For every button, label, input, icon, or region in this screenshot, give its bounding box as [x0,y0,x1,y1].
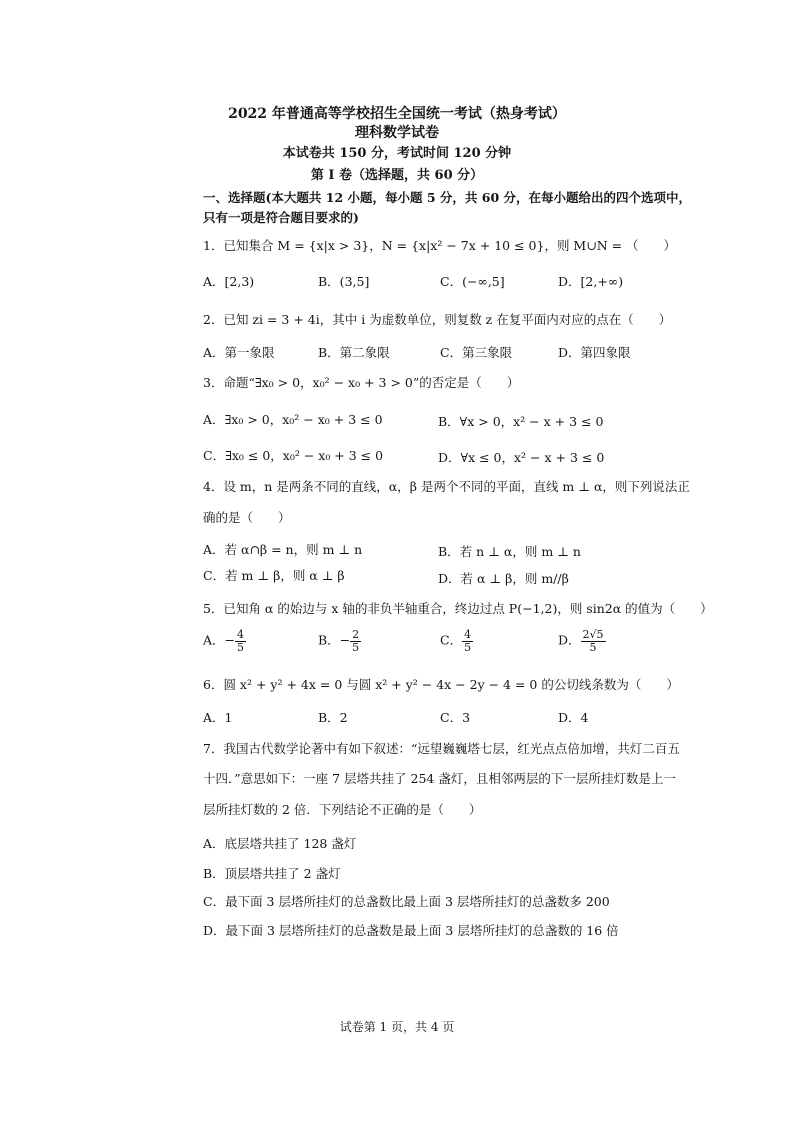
exam-subject: 理科数学试卷 [355,125,439,141]
exam-info: 本试卷共 150 分，考试时间 120 分钟 [282,146,512,161]
q2-option-b: B．第二象限 [318,345,390,360]
q5-option-c: C． $\frac{4}{5}$ [440,628,472,654]
q4-option-b: B．若 n ⊥ α，则 m ⊥ n [438,544,581,559]
q6-option-d: D．4 [558,710,589,725]
q4-option-c: C．若 m ⊥ β，则 α ⊥ β [203,568,345,583]
section-heading-line2: 只有一项是符合题目要求的) [203,210,359,225]
q3-option-d: D．∀x ≤ 0，x² − x + 3 ≤ 0 [438,450,605,465]
q1-option-b: B．(3,5] [318,274,370,289]
question-7-stem-line1: 7．我国古代数学论著中有如下叙述：“远望巍巍塔七层，红光点点倍加增，共灯二百五 [203,741,680,756]
question-5-stem: 5．已知角 α 的始边与 x 轴的非负半轴重合，终边过点 P(−1,2)，则 sin2α 的值为（ ） [203,601,713,616]
q7-option-a: A．底层塔共挂了 128 盏灯 [203,836,357,851]
exam-title: 2022 年普通高等学校招生全国统一考试（热身考试） [228,106,566,122]
q3-option-c: C．∃x₀ ≤ 0，x₀² − x₀ + 3 ≤ 0 [203,448,384,463]
q5-option-a: A．− $\frac{4}{5}$ [203,628,245,654]
question-2-stem: 2．已知 zi = 3 + 4i，其中 i 为虚数单位，则复数 z 在复平面内对应的点在（ ） [203,312,672,327]
question-6-stem: 6．圆 x² + y² + 4x = 0 与圆 x² + y² − 4x − 2y − 4 = 0 的公切线条数为（ ） [203,677,679,692]
question-1-stem: 1．已知集合 M = {x|x > 3}，N = {x|x² − 7x + 10 ≤ 0}，则 M∪N = （ ） [203,238,677,253]
q6-option-c: C．3 [440,710,471,725]
q3-option-a: A．∃x₀ > 0，x₀² − x₀ + 3 ≤ 0 [203,412,383,427]
q4-option-a: A．若 α∩β = n，则 m ⊥ n [203,542,363,557]
question-4-stem-line2: 确的是（ ） [203,510,291,525]
q6-option-b: B．2 [318,710,348,725]
q7-option-d: D．最下面 3 层塔所挂灯的总盏数是最上面 3 层塔所挂灯的总盏数的 16 倍 [203,923,619,938]
q1-option-d: D．[2,+∞) [558,274,624,289]
question-4-stem-line1: 4．设 m，n 是两条不同的直线，α，β 是两个不同的平面，直线 m ⊥ α，则下列说法正 [203,479,690,494]
q3-option-b: B．∀x > 0，x² − x + 3 ≤ 0 [438,414,604,429]
q6-option-a: A．1 [203,710,233,725]
q7-option-c: C．最下面 3 层塔所挂灯的总盏数比最上面 3 层塔所挂灯的总盏数多 200 [203,894,610,909]
page-footer: 试卷第 1 页，共 4 页 [339,1020,455,1034]
q4-option-d: D．若 α ⊥ β，则 m//β [438,571,569,586]
q5-option-d: D． $\frac{2√5}{5}$ [558,628,604,654]
q2-option-d: D．第四象限 [558,345,631,360]
q1-option-a: A．[2,3) [203,274,255,289]
question-7-stem-line3: 层所挂灯数的 2 倍．下列结论不正确的是（ ） [203,802,482,817]
q2-option-c: C．第三象限 [440,345,513,360]
q5-option-b: B．− $\frac{2}{5}$ [318,628,360,654]
volume-heading: 第 I 卷（选择题，共 60 分） [310,168,484,183]
q7-option-b: B．顶层塔共挂了 2 盏灯 [203,866,341,881]
q2-option-a: A．第一象限 [203,345,275,360]
question-7-stem-line2: 十四．”意思如下：一座 7 层塔共挂了 254 盏灯，且相邻两层的下一层所挂灯数是上一 [203,771,676,786]
q1-option-c: C．(−∞,5] [440,274,505,289]
question-3-stem: 3．命题“∃x₀ > 0，x₀² − x₀ + 3 > 0”的否定是（ ） [203,375,520,390]
section-heading-line1: 一、选择题(本大题共 12 小题，每小题 5 分，共 60 分，在每小题给出的四个选项中， [203,190,692,205]
